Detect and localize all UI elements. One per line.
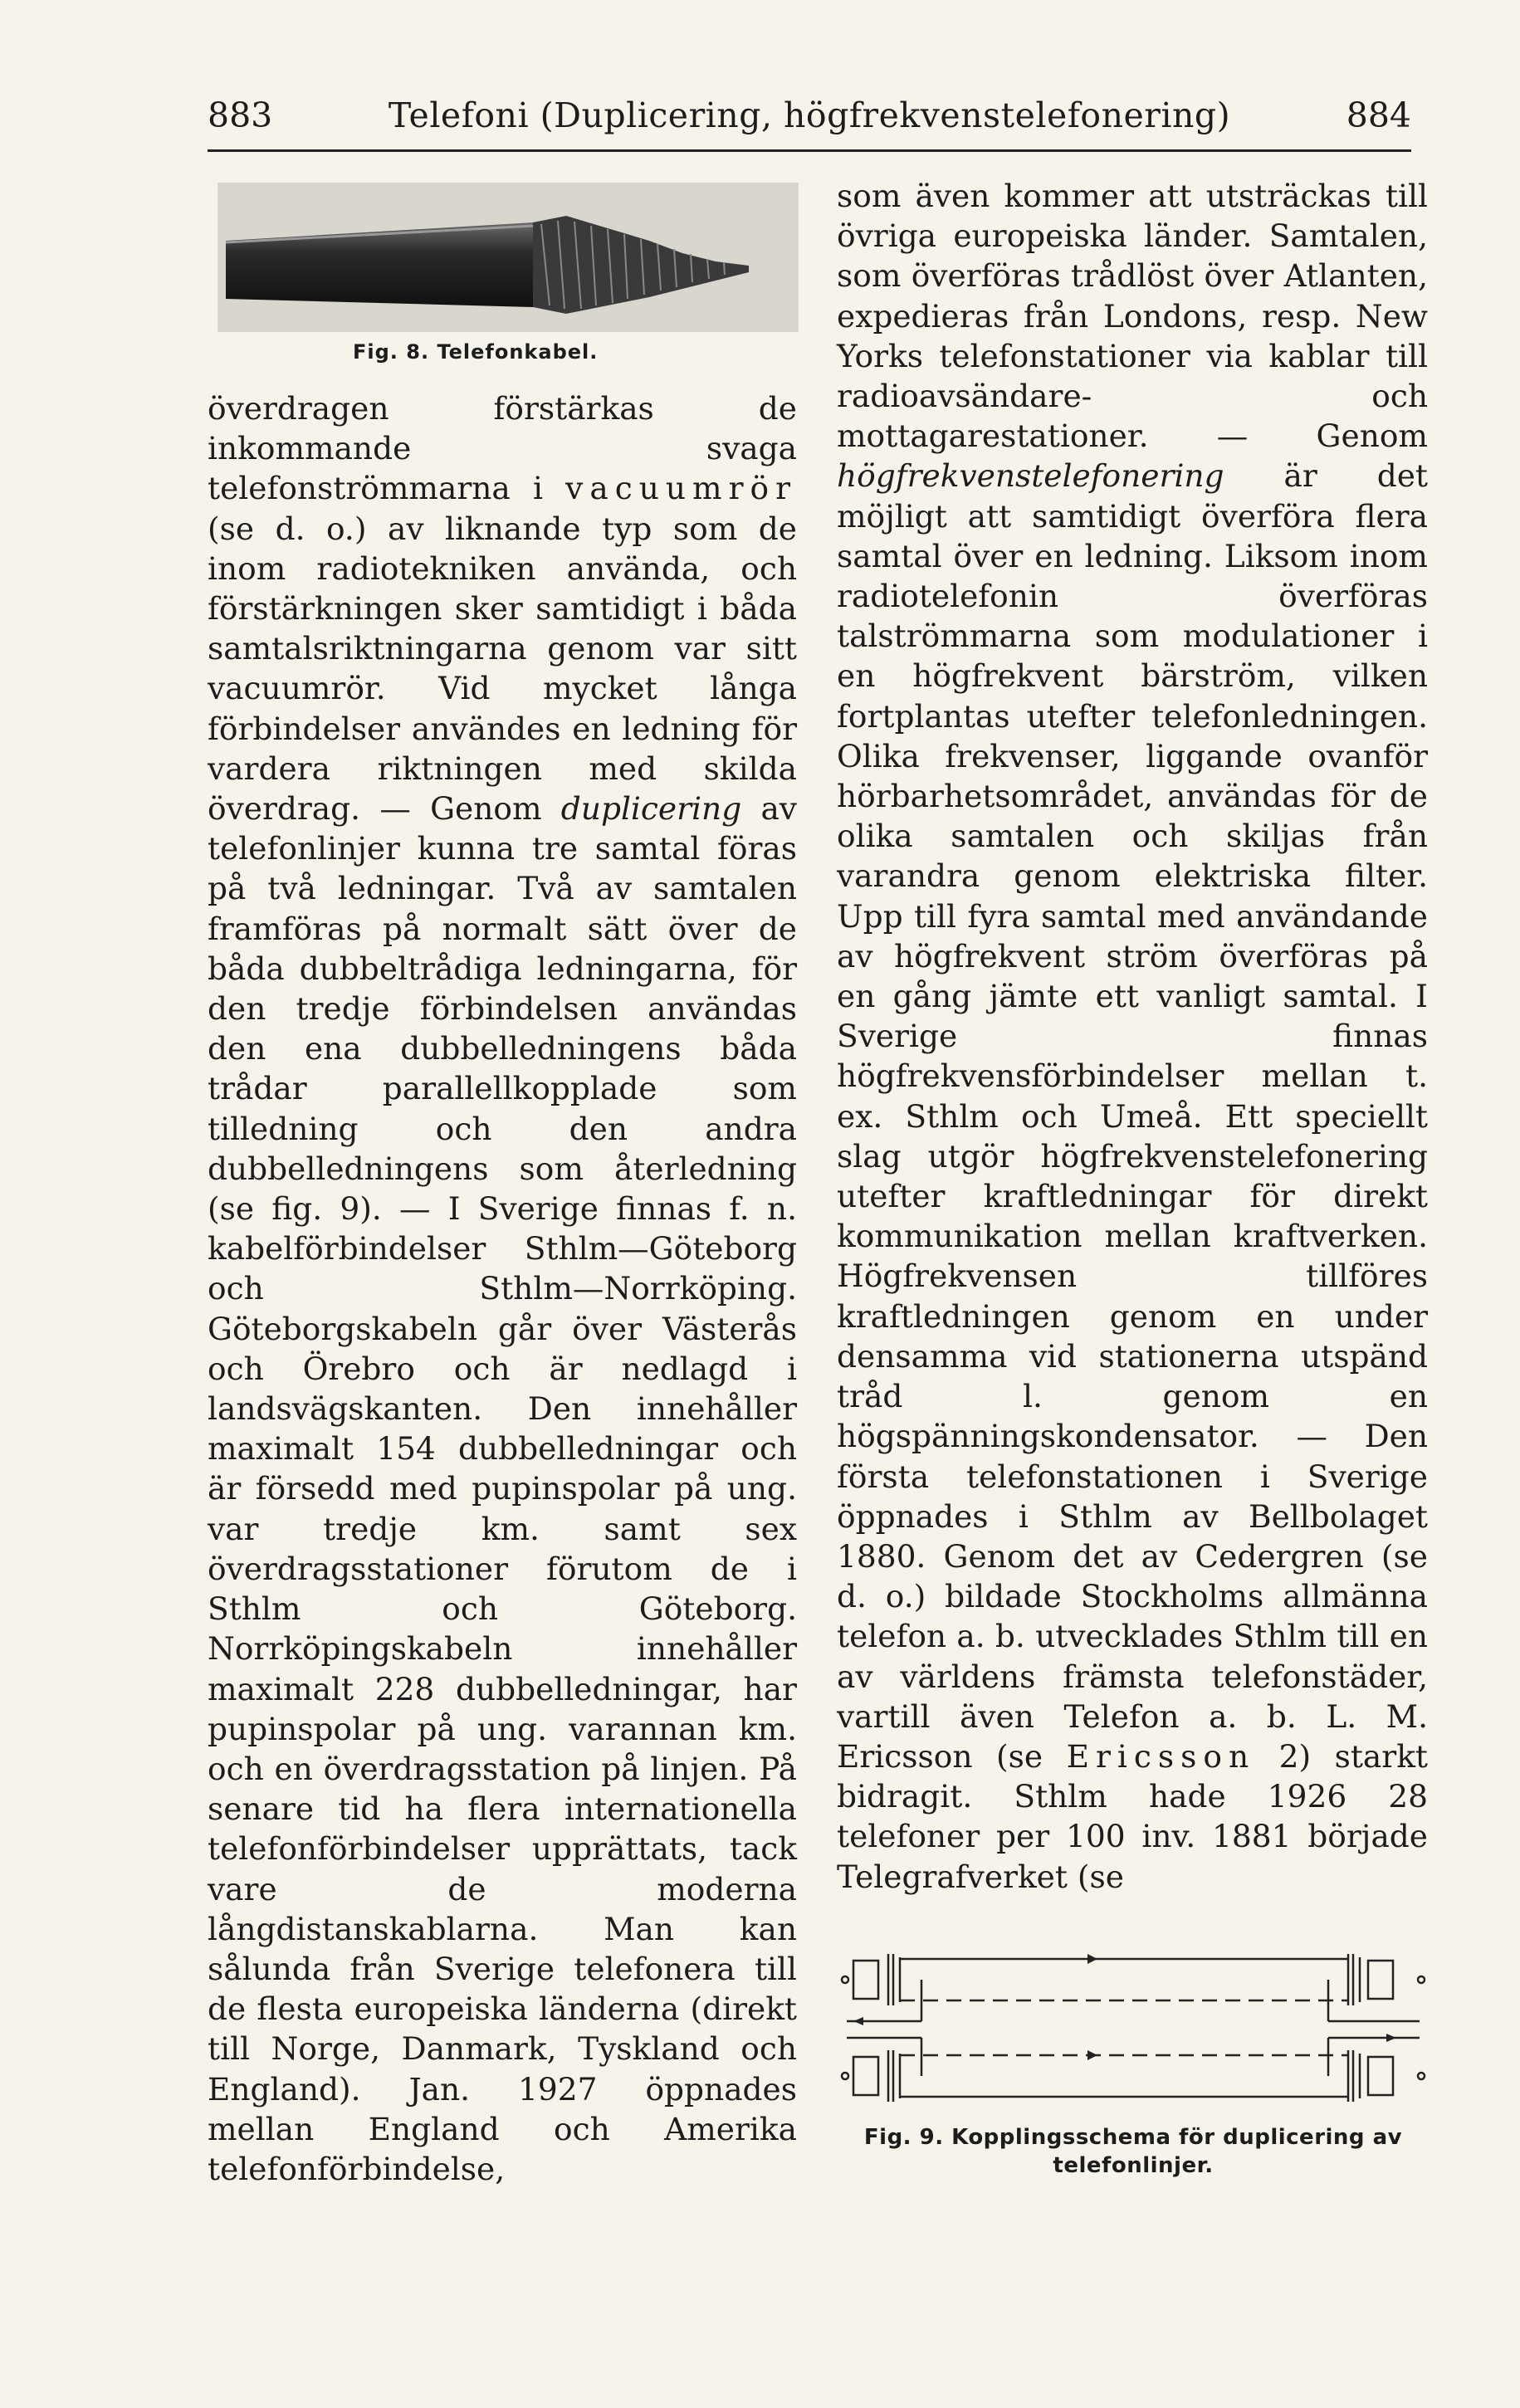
transformer-left-top [853, 1954, 900, 2005]
text-run: överdragen förstärkas de inkommande svaga telefonströmmarna i [208, 390, 797, 507]
left-column [208, 388, 797, 2189]
term-duplicering: duplicering [560, 790, 742, 828]
right-paragraph [837, 176, 1428, 1897]
telephone-cable-illustration [217, 183, 799, 332]
right-column [837, 176, 1428, 1897]
fig8-caption: Fig. 8. Telefonkabel. [353, 340, 599, 364]
page-number-right: 884 [1346, 95, 1411, 135]
transformer-right-top [1348, 1954, 1393, 2005]
left-paragraph [208, 388, 797, 2189]
text-run: (se d. o.) av liknande typ som de inom radiotekniken använda, och förstärkningen sker samtidigt i båda samtalsriktningarna genom var sitt vacuumrör. Vid mycket långa förbindelser användes en ledning för vardera riktningen med skilda överdrag. — Genom [208, 510, 797, 828]
term-ericsson: Ericsson [1066, 1737, 1256, 1775]
header-rule [208, 149, 1411, 152]
page-number-left: 883 [208, 95, 273, 135]
text-run: är det möjligt att samtidigt överföra flera samtal över en ledning. Liksom inom radiotelefonin överföras talströmmarna som modulationer i en högfrekvent bärström, vilken fortplantas utefter telefonledningen. Olika frekvenser, liggande ovanför hörbarhetsområdet, användas för de olika samtalen och skiljas från varandra genom elektriska filter. Upp till fyra samtal med användande av högfrekvent ström överföras på en gång jämte ett vanligt samtal. I Sverige finnas högfrekvensförbindelser mellan t. ex. Sthlm och Umeå. Ett speciellt slag utgör högfrekvenstelefonering utefter kraftledningar för direkt kommunikation mellan kraftverken. Högfrekvensen tillföres kraftledningen genom en under densamma vid stationerna utspänd tråd l. genom en högspänningskondensator. — Den första telefonstationen i Sverige öppnades i Sthlm av Bellbolaget 1880. Genom det av Cedergren (se d. o.) bildade Stockholms allmänna telefon a. b. utvecklades Sthlm till en av världens främsta telefonstäder, vartill även Telefon a. b. L. M. Ericsson (se [837, 457, 1428, 1775]
text-run: som även kommer att utsträckas till övriga europeiska länder. Samtalen, som överföras trådlöst över Atlanten, expedieras från Londons, resp. New Yorks telefonstationer via kablar till radioavsändare- och mottagarestationer. — Genom [837, 178, 1428, 455]
term-hogfrekvenstelefonering: högfrekvenstelefonering [837, 457, 1224, 495]
page-header [208, 86, 1411, 144]
text-run: 2) starkt bidragit. Sthlm hade 1926 28 telefoner per 100 inv. 1881 började Telegrafverket (se [837, 1737, 1428, 1895]
transformer-left-bottom [853, 2050, 900, 2102]
transformer-right-bottom [1348, 2050, 1393, 2102]
fig9-caption: Fig. 9. Kopplingsschema för duplicering av telefonlinjer. [863, 2125, 1403, 2178]
text-run: av telefonlinjer kunna tre samtal föras på två ledningar. Två av samtalen framföras på normalt sätt över de båda dubbeltrådiga ledningarna, för den tredje förbindelsen användas den ena dubbelledningens båda trådar parallellkopplade som tilledning och den andra dubbelledningens som återledning (se fig. 9). — I Sverige finnas f. n. kabelförbindelser Sthlm—Göteborg och Sthlm—Norrköping. Göteborgskabeln går över Västerås och Örebro och är nedlagd i landsvägskanten. Den innehåller maximalt 154 dubbelledningar och är försedd med pupinspolar på ung. var tredje km. samt sex överdragsstationer förutom de i Sthlm och Göteborg. Norrköpingskabeln innehåller maximalt 228 dubbelledningar, har pupinspolar på ung. varannan km. och en överdragsstation på linjen. På senare tid ha flera internationella telefonförbindelser upprättats, tack vare de moderna långdistanskablarna. Man kan sålunda från Sverige telefonera till de flesta europeiska länderna (direkt till Norge, Danmark, Tyskland och England). Jan. 1927 öppnades mellan England och Amerika telefonförbindelse, [208, 790, 797, 2187]
page-title: Telefoni (Duplicering, högfrekvenstelefonering) [388, 95, 1231, 135]
duplicering-circuit-diagram [838, 1942, 1436, 2108]
term-vacuumror: vacuumrör [565, 470, 797, 507]
